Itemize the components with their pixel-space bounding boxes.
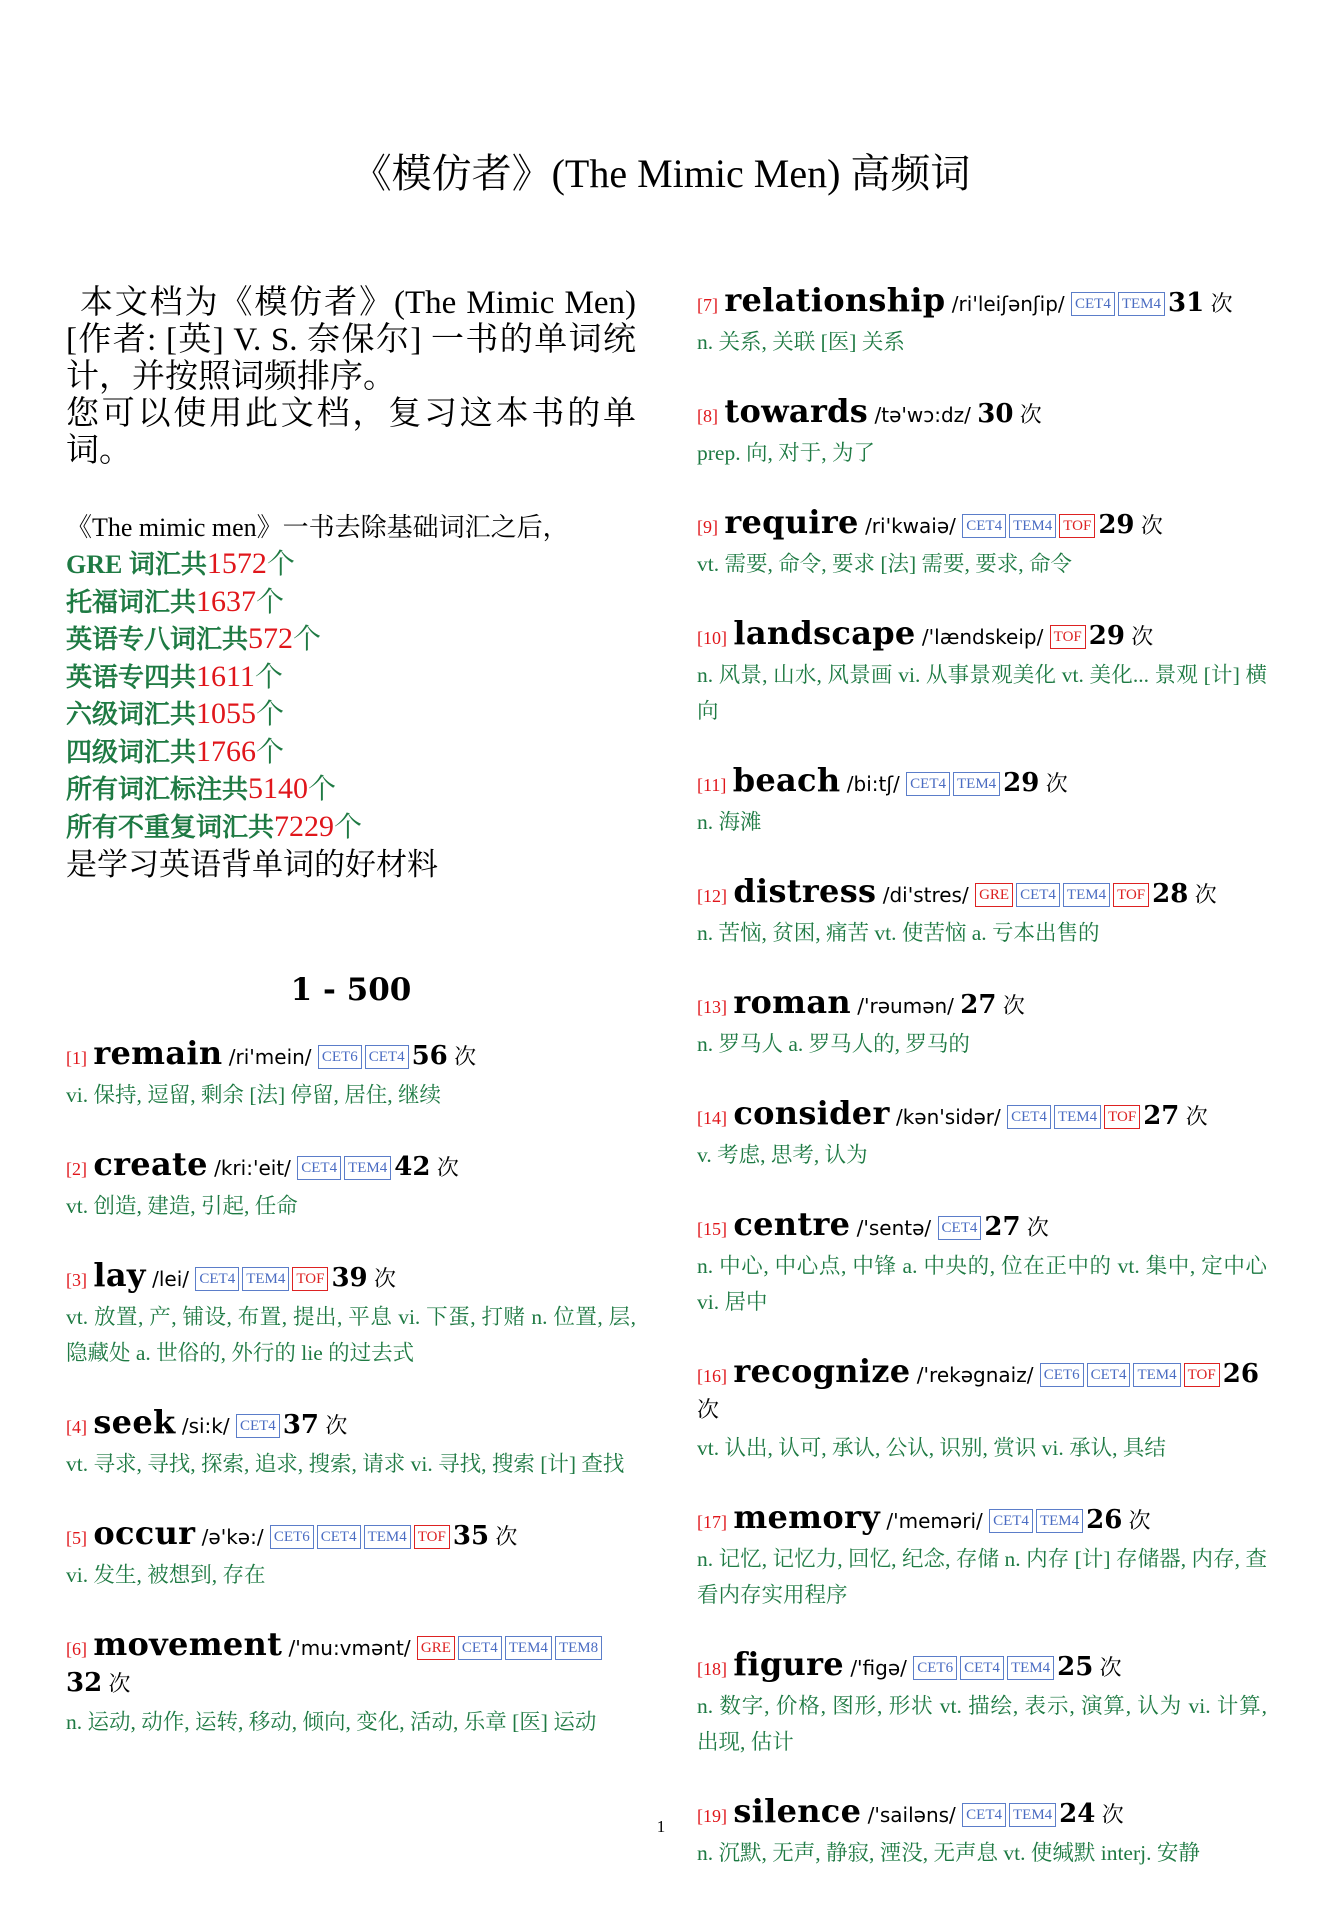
entry-word: lay (93, 1256, 146, 1294)
entry-phonetic: /'mu:vmənt/ (288, 1636, 411, 1660)
word-entry (697, 616, 1267, 729)
stat-unit: 个 (308, 774, 337, 805)
entry-index: [19] (697, 1806, 727, 1826)
exam-tag: CET4 (236, 1414, 280, 1438)
exam-tag: CET4 (906, 772, 950, 796)
entry-phonetic: /kən'sidər/ (895, 1105, 1001, 1129)
entry-count: 27 (1143, 1101, 1180, 1131)
exam-tag: TEM4 (344, 1156, 391, 1180)
exam-tag: TEM4 (242, 1267, 289, 1291)
entry-word: seek (93, 1403, 176, 1441)
entry-head (66, 1258, 636, 1297)
entry-definition: v. 考虑, 思考, 认为 (697, 1143, 868, 1167)
stat-label: 六级词汇共 (66, 700, 197, 729)
entry-definition: n. 关系, 关联 [医] 关系 (697, 330, 905, 354)
entry-definition: vt. 认出, 认可, 承认, 公认, 识别, 赏识 vi. 承认, 具结 (697, 1436, 1166, 1460)
stat-line (66, 696, 636, 734)
entry-phonetic: /'sentə/ (856, 1216, 932, 1240)
count-suffix: 次 (1099, 1656, 1122, 1681)
stats-footer: 是学习英语背单词的好材料 (66, 847, 438, 882)
stat-line (66, 659, 636, 697)
entry-index: [7] (697, 295, 718, 315)
entry-definition: prep. 向, 对于, 为了 (697, 441, 875, 465)
exam-tag: CET4 (989, 1509, 1033, 1533)
entry-count: 29 (1098, 510, 1135, 540)
entry-index: [3] (66, 1270, 87, 1290)
entry-index: [16] (697, 1366, 727, 1386)
entry-phonetic: /ri'leiʃənʃip/ (951, 292, 1065, 316)
word-entry (66, 1516, 636, 1593)
entry-phonetic: /bi:tʃ/ (846, 772, 900, 796)
entry-index: [17] (697, 1512, 727, 1532)
stat-count: 1766 (196, 734, 257, 768)
entry-word: beach (732, 761, 841, 799)
entry-index: [6] (66, 1639, 87, 1659)
word-entry (697, 505, 1267, 582)
exam-tag: TEM4 (1009, 514, 1056, 538)
exam-tag: CET4 (962, 1803, 1006, 1827)
entry-index: [1] (66, 1048, 87, 1068)
entry-phonetic: /ə'kə:/ (201, 1525, 264, 1549)
entry-count: 26 (1086, 1505, 1123, 1535)
word-entry (697, 283, 1267, 360)
exam-tag: GRE (417, 1636, 455, 1660)
stat-unit: 个 (256, 699, 285, 730)
count-suffix: 次 (1140, 514, 1163, 539)
entry-phonetic: /ri'kwaiə/ (865, 514, 956, 538)
stat-line (66, 546, 636, 584)
exam-tag: TEM8 (555, 1636, 602, 1660)
entry-definition: vi. 保持, 逗留, 剩余 [法] 停留, 居住, 继续 (66, 1083, 442, 1107)
entry-definition: vt. 创造, 建造, 引起, 任命 (66, 1194, 298, 1218)
entry-count: 39 (331, 1263, 368, 1293)
entry-head (697, 394, 1267, 433)
stats-list (66, 546, 636, 846)
stat-line (66, 734, 636, 772)
entry-index: [11] (697, 775, 727, 795)
entry-definition: vt. 放置, 产, 铺设, 布置, 提出, 平息 vi. 下蛋, 打赌 n. 位置, 层, 隐藏处 a. 世俗的, 外行的 lie 的过去式 (66, 1305, 636, 1365)
entry-word: recognize (733, 1352, 911, 1390)
entry-index: [8] (697, 406, 718, 426)
entry-index: [5] (66, 1528, 87, 1548)
exam-tag: TEM4 (1036, 1509, 1083, 1533)
entry-count: 30 (977, 399, 1014, 429)
entry-head (697, 283, 1267, 322)
exam-tag: CET4 (962, 514, 1006, 538)
entry-index: [12] (697, 886, 727, 906)
stat-count: 1637 (196, 584, 257, 618)
count-suffix: 次 (1002, 994, 1025, 1019)
exam-tag: TOF (1059, 514, 1095, 538)
intro (66, 285, 636, 470)
stat-unit: 个 (293, 624, 322, 655)
stat-count: 1611 (196, 659, 255, 693)
count-suffix: 次 (1128, 1509, 1151, 1534)
entry-head (66, 1516, 636, 1555)
count-suffix: 次 (1045, 772, 1068, 797)
stat-line (66, 584, 636, 622)
stat-count: 1572 (206, 547, 267, 580)
entry-definition: n. 罗马人 a. 罗马人的, 罗马的 (697, 1032, 970, 1056)
stat-unit: 个 (256, 586, 285, 618)
entry-definition: n. 苦恼, 贫困, 痛苦 vt. 使苦恼 a. 亏本出售的 (697, 921, 1100, 945)
word-entry (66, 1258, 636, 1371)
exam-tag: TOF (414, 1525, 450, 1549)
entry-count: 56 (411, 1041, 448, 1071)
count-suffix: 次 (436, 1156, 459, 1181)
entry-word: relationship (724, 281, 946, 319)
entry-count: 28 (1152, 879, 1189, 909)
entry-head (697, 616, 1267, 655)
entry-word: landscape (733, 614, 916, 652)
page-title: 《模仿者》(The Mimic Men) 高频词 (351, 151, 971, 196)
entry-phonetic: /tə'wɔ:dz/ (874, 403, 971, 427)
count-suffix: 次 (454, 1045, 477, 1070)
entry-count: 27 (984, 1212, 1021, 1242)
exam-tag: TOF (1050, 625, 1086, 649)
entry-phonetic: /'figə/ (850, 1656, 907, 1680)
entry-count: 29 (1003, 768, 1040, 798)
entries-left (66, 1036, 636, 1740)
entry-word: movement (93, 1625, 283, 1663)
entry-definition: vt. 寻求, 寻找, 探索, 追求, 搜索, 请求 vi. 寻找, 搜索 [计] 查找 (66, 1452, 625, 1476)
stat-label: 英语专八词汇共 (66, 625, 249, 654)
stat-label: 托福词汇共 (66, 587, 197, 617)
entry-word: occur (93, 1514, 196, 1552)
entry-word: roman (733, 983, 851, 1021)
count-suffix: 次 (1131, 625, 1154, 650)
entry-word: silence (733, 1792, 862, 1830)
page-number: 1 (656, 1817, 666, 1836)
exam-tag: CET4 (1016, 883, 1060, 907)
stat-line (66, 621, 636, 659)
stat-count: 572 (248, 622, 294, 655)
exam-tag: CET4 (1087, 1363, 1131, 1387)
intro-line-2: 您可以使用此文档，复习这本书的单词。 (66, 396, 636, 469)
word-entry (697, 1207, 1267, 1320)
entry-count: 32 (66, 1668, 103, 1698)
word-entry (66, 1627, 636, 1740)
stat-label: 所有词汇标注共 (66, 775, 249, 804)
entry-count: 24 (1059, 1799, 1096, 1829)
entry-head (697, 505, 1267, 544)
entry-phonetic: /'sailəns/ (867, 1803, 956, 1827)
entry-count: 35 (452, 1521, 490, 1551)
stat-count: 5140 (248, 772, 309, 805)
entry-word: towards (724, 392, 869, 430)
stat-unit: 个 (256, 736, 285, 768)
count-suffix: 次 (1185, 1105, 1208, 1130)
entry-count: 37 (282, 1410, 319, 1440)
entry-word: memory (733, 1498, 881, 1536)
stats-heading: 《The mimic men》一书去除基础词汇之后， (66, 513, 569, 542)
exam-tag: CET6 (270, 1525, 314, 1549)
entry-head (66, 1036, 636, 1075)
exam-tag: TEM4 (1054, 1105, 1101, 1129)
entry-phonetic: /si:k/ (181, 1414, 230, 1438)
word-entry (697, 1647, 1267, 1760)
count-suffix: 次 (1101, 1803, 1124, 1828)
exam-tag: TEM4 (505, 1636, 552, 1660)
exam-tag: TEM4 (953, 772, 1000, 796)
entry-count: 42 (394, 1152, 431, 1182)
stat-line (66, 809, 636, 847)
entry-head (697, 1096, 1267, 1135)
entry-phonetic: /'rəumən/ (857, 994, 954, 1018)
stat-unit: 个 (254, 661, 283, 693)
entry-index: [13] (697, 997, 727, 1017)
exam-tag: CET4 (297, 1156, 341, 1180)
entry-head (697, 985, 1267, 1024)
entry-phonetic: /kri:'eit/ (214, 1156, 291, 1180)
word-entry (66, 1405, 636, 1482)
entry-phonetic: /'rekəgnaiz/ (916, 1363, 1034, 1387)
exam-tag: CET4 (458, 1636, 502, 1660)
stat-label: 四级词汇共 (66, 737, 197, 767)
stat-label: 英语专四共 (66, 662, 197, 692)
entry-word: remain (93, 1034, 223, 1072)
exam-tag: TEM4 (1007, 1656, 1054, 1680)
entry-definition: n. 运动, 动作, 运转, 移动, 倾向, 变化, 活动, 乐章 [医] 运动 (66, 1710, 597, 1734)
entry-definition: vt. 需要, 命令, 要求 [法] 需要, 要求, 命令 (697, 552, 1073, 576)
entry-definition: n. 海滩 (697, 810, 762, 834)
word-entry (66, 1147, 636, 1224)
entry-phonetic: /'meməri/ (886, 1509, 983, 1533)
exam-tag: TEM4 (1063, 883, 1110, 907)
count-suffix: 次 (1026, 1216, 1049, 1241)
range-title: 1 - 500 (290, 972, 412, 1008)
entry-word: figure (733, 1645, 844, 1683)
entry-index: [18] (697, 1659, 727, 1679)
entry-phonetic: /di'stres/ (882, 883, 969, 907)
word-entry (697, 763, 1267, 840)
exam-tag: TEM4 (1118, 292, 1165, 316)
entry-definition: n. 中心, 中心点, 中锋 a. 中央的, 位在正中的 vt. 集中, 定中心 vi. 居中 (697, 1254, 1267, 1314)
entry-index: [15] (697, 1219, 727, 1239)
exam-tag: TOF (1104, 1105, 1140, 1129)
left-column (66, 283, 636, 1774)
stat-label: 所有不重复词汇共 (66, 812, 275, 842)
entry-head (697, 1647, 1267, 1686)
entry-phonetic: /lei/ (152, 1267, 190, 1291)
stat-count: 1055 (196, 697, 257, 730)
entry-head (66, 1627, 636, 1702)
entry-word: centre (733, 1205, 851, 1243)
right-column (697, 283, 1267, 1905)
word-entry (697, 985, 1267, 1062)
stat-line (66, 771, 636, 809)
exam-tag: CET6 (1040, 1363, 1084, 1387)
stats (66, 510, 636, 884)
exam-tag: TOF (1113, 883, 1149, 907)
entry-phonetic: /ri'mein/ (228, 1045, 312, 1069)
entry-head (66, 1147, 636, 1186)
exam-tag: CET4 (1071, 292, 1115, 316)
entry-definition: n. 沉默, 无声, 静寂, 湮没, 无声息 vt. 使缄默 interj. 安静 (697, 1841, 1200, 1865)
stat-unit: 个 (334, 811, 363, 843)
count-suffix: 次 (697, 1398, 720, 1423)
entry-count: 26 (1222, 1359, 1259, 1389)
entry-head (66, 1405, 636, 1444)
exam-tag: CET4 (195, 1267, 239, 1291)
entry-definition: n. 风景, 山水, 风景画 vi. 从事景观美化 vt. 美化... 景观 [计] 横向 (697, 663, 1267, 723)
entry-index: [9] (697, 517, 718, 537)
entry-index: [4] (66, 1417, 87, 1437)
entry-word: distress (733, 872, 877, 910)
entry-head (697, 874, 1267, 913)
count-suffix: 次 (495, 1525, 518, 1550)
count-suffix: 次 (1210, 292, 1233, 317)
count-suffix: 次 (108, 1672, 131, 1697)
stat-label: GRE 词汇共 (66, 550, 207, 579)
count-suffix: 次 (1194, 883, 1217, 908)
entries-right (697, 283, 1267, 1871)
entry-count: 29 (1088, 621, 1125, 651)
entry-head (697, 1354, 1267, 1428)
count-suffix: 次 (1019, 403, 1042, 428)
entry-definition: n. 记忆, 记忆力, 回忆, 纪念, 存储 n. 内存 [计] 存储器, 内存, 查看内存实用程序 (697, 1547, 1267, 1607)
entry-word: consider (733, 1094, 890, 1132)
entry-index: [10] (697, 628, 727, 648)
exam-tag: TEM4 (1009, 1803, 1056, 1827)
word-entry (697, 1354, 1267, 1466)
entry-count: 25 (1057, 1652, 1094, 1682)
word-entry (697, 874, 1267, 951)
exam-tag: CET4 (1007, 1105, 1051, 1129)
exam-tag: CET4 (938, 1216, 982, 1240)
entry-count: 31 (1168, 288, 1205, 318)
exam-tag: CET6 (318, 1045, 362, 1069)
entry-word: require (724, 503, 859, 541)
exam-tag: TOF (292, 1267, 328, 1291)
entry-definition: vi. 发生, 被想到, 存在 (66, 1563, 266, 1587)
exam-tag: TOF (1184, 1363, 1220, 1387)
word-entry (697, 1096, 1267, 1173)
exam-tag: TEM4 (364, 1525, 411, 1549)
exam-tag: GRE (975, 883, 1013, 907)
entry-definition: n. 数字, 价格, 图形, 形状 vt. 描绘, 表示, 演算, 认为 vi. 计算, 出现, 估计 (697, 1694, 1267, 1754)
count-suffix: 次 (374, 1267, 397, 1292)
word-entry (697, 1500, 1267, 1613)
exam-tag: CET4 (960, 1656, 1004, 1680)
exam-tag: CET4 (365, 1045, 409, 1069)
entry-head (697, 1207, 1267, 1246)
exam-tag: CET6 (913, 1656, 957, 1680)
entry-count: 27 (960, 990, 997, 1020)
entry-head (697, 763, 1267, 802)
exam-tag: TEM4 (1133, 1363, 1180, 1387)
entry-index: [2] (66, 1159, 87, 1179)
exam-tag: CET4 (317, 1525, 361, 1549)
entry-index: [14] (697, 1108, 727, 1128)
stat-unit: 个 (266, 549, 295, 580)
stat-count: 7229 (274, 809, 335, 843)
entry-phonetic: /'lændskeip/ (921, 625, 1044, 649)
entry-head (697, 1500, 1267, 1539)
intro-line-1: 本文档为《模仿者》(The Mimic Men)[作者: [英] V. S. 奈保尔] 一书的单词统计，并按照词频排序。 (66, 285, 636, 395)
count-suffix: 次 (325, 1414, 348, 1439)
entry-word: create (93, 1145, 208, 1183)
word-entry (697, 394, 1267, 471)
word-entry (66, 1036, 636, 1113)
